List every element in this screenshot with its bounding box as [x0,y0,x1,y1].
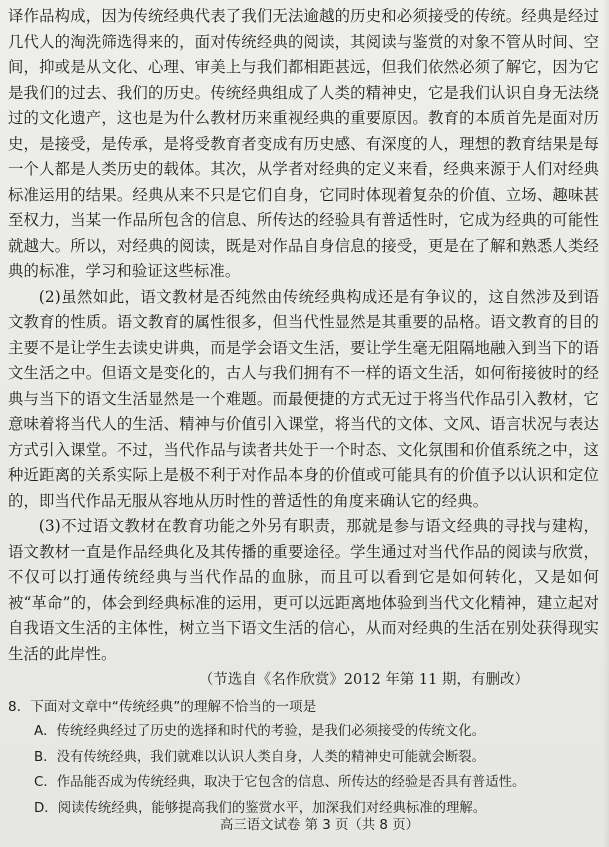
page-footer: 高三语文试卷 第 3 页（共 8 页） [219,818,419,833]
question-8 [8,695,599,821]
passage-source: （节选自《名作欣赏》2012 年第 11 期，有删改） [198,672,529,688]
question-stem: 8．下面对文章中“传统经典”的理解不恰当的一项是 [8,699,317,715]
paper-edge-shadow [603,0,609,847]
answer-options [8,719,599,821]
option-a: A．传统经典经过了历史的选择和时代的考验，是我们必须接受的传统文化。 [34,724,486,739]
passage-paragraph-continued: 译作品构成，因为传统经典代表了我们无法逾越的历史和必须接受的传统。经典是经过几代人的淘洗筛选得来的，面对传统经典的阅读，其阅读与鉴赏的对象不管从时间、空间，抑或是从文化、心理、审美上与我们都相距甚远，但我们依然必须了解它，因为它是我们的过去、我们的历史。传统经典组成了人类的精神史，它是我们认识自身无法绕过的文化遗产，这也是为什么教材历来重视经典的重要原因。教育的本质首先是面对历史，是接受，是传承，是将受教育者变成有历史感、有深度的人，理想的教育结果是每一个人都是人类历史的载体。其次，从学者对经典的定义来看，经典来源于人们对经典标准运用的结果。经典从来不只是它们自身，它同时体现着复杂的价值、立场、趣味甚至权力，当某一作品所包含的信息、所传达的经验具有普适性时，它成为经典的可能性就越大。所以，对经典的阅读，既是对作品自身信息的接受，更是在了解和熟悉人类经典的标准，学习和验证这些标准。 [8,7,599,280]
passage-paragraph-2: (2)虽然如此，语文教材是否纯然由传统经典构成还是有争议的，这自然涉及到语文教育的性质。语文教育的属性很多，但当代性显然是其重要的品格。语文教育的目的主要不是让学生去读史讲典，而是学会语文生活，要让学生毫无阻隔地融入到当下的语文生活之中。但语文是变化的，古人与我们拥有不一样的语文生活，如何衔接彼时的经典与当下的语文生活显然是一个难题。而最便捷的方式无过于将当代作品引入教材，它意味着将当代人的生活、精神与价值引入课堂，将当代的文体、文风、语言状况与表达方式引入课堂。不过，当代作品与读者共处于一个时态、文化氛围和价值系统之中，这种近距离的关系实际上是极不利于对作品本身的价值或可能具有的价值予以认识和定位的，即当代作品无服从容地从历时性的普适性的角度来确认它的经典。 [8,287,599,510]
option-c: C．作品能否成为传统经典，取决于它包含的信息、所传达的经验是否具有普适性。 [34,775,526,790]
reading-passage [8,4,599,692]
passage-paragraph-3: (3)不过语文教材在教育功能之外另有职责，那就是参与语文经典的寻找与建构，语文教材一直是作品经典化及其传播的重要途径。学生通过对当代作品的阅读与欣赏，不仅可以打通传统经典与当代作品的血脉，而且可以看到它是如何转化，又是如何被“革命”的，体会到经典标准的运用，更可以远距离地体验到当代文化精神，建立起对自我语文生活的主体性，树立当下语文生活的信心，从而对经典的生活在别处获得现实生活的此岸性。 [8,517,599,663]
option-d: D．阅读传统经典，能够提高我们的鉴赏水平，加深我们对经典标准的理解。 [34,800,487,816]
option-b: B．没有传统经典，我们就难以认识人类自身，人类的精神史可能就会断裂。 [34,749,486,765]
